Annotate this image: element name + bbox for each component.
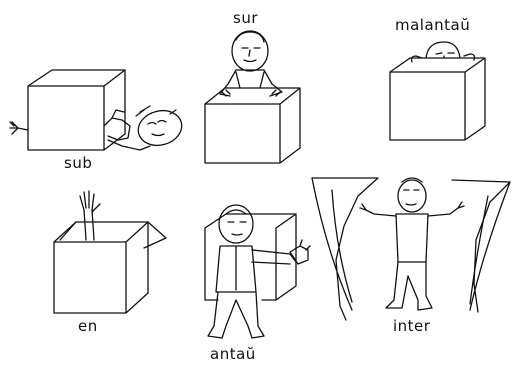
label-antau: antaŭ — [210, 345, 256, 363]
scene-sur — [205, 31, 300, 163]
man-head-antau — [219, 205, 253, 243]
label-sub: sub — [64, 154, 93, 172]
label-inter: inter — [393, 317, 431, 335]
man-body-antau — [216, 246, 256, 292]
man-head-sub — [134, 106, 185, 150]
man-head-inter — [398, 180, 426, 212]
label-sur: sur — [233, 9, 258, 27]
raised-hand-icon — [80, 191, 100, 212]
man-body-inter — [396, 214, 428, 262]
wall-left — [312, 178, 378, 320]
scene-sub — [10, 70, 186, 150]
scene-malantau — [390, 42, 485, 140]
hand-icon-inter — [360, 202, 464, 210]
box-malantau — [390, 58, 485, 140]
scene-inter — [312, 178, 510, 320]
scene-antau — [205, 205, 310, 338]
hand-left-icon — [10, 122, 28, 134]
wall-right — [452, 180, 510, 312]
raised-arm-en — [84, 210, 94, 240]
box-en — [54, 222, 148, 313]
man-head-malantau — [426, 42, 460, 58]
box-sur — [205, 88, 300, 163]
label-en: en — [78, 317, 98, 335]
man-body-sur — [220, 70, 282, 96]
scene-en — [54, 191, 166, 313]
hand-icon-antau — [290, 240, 310, 264]
label-malantau: malantaŭ — [395, 16, 471, 34]
box-sub — [28, 70, 125, 150]
